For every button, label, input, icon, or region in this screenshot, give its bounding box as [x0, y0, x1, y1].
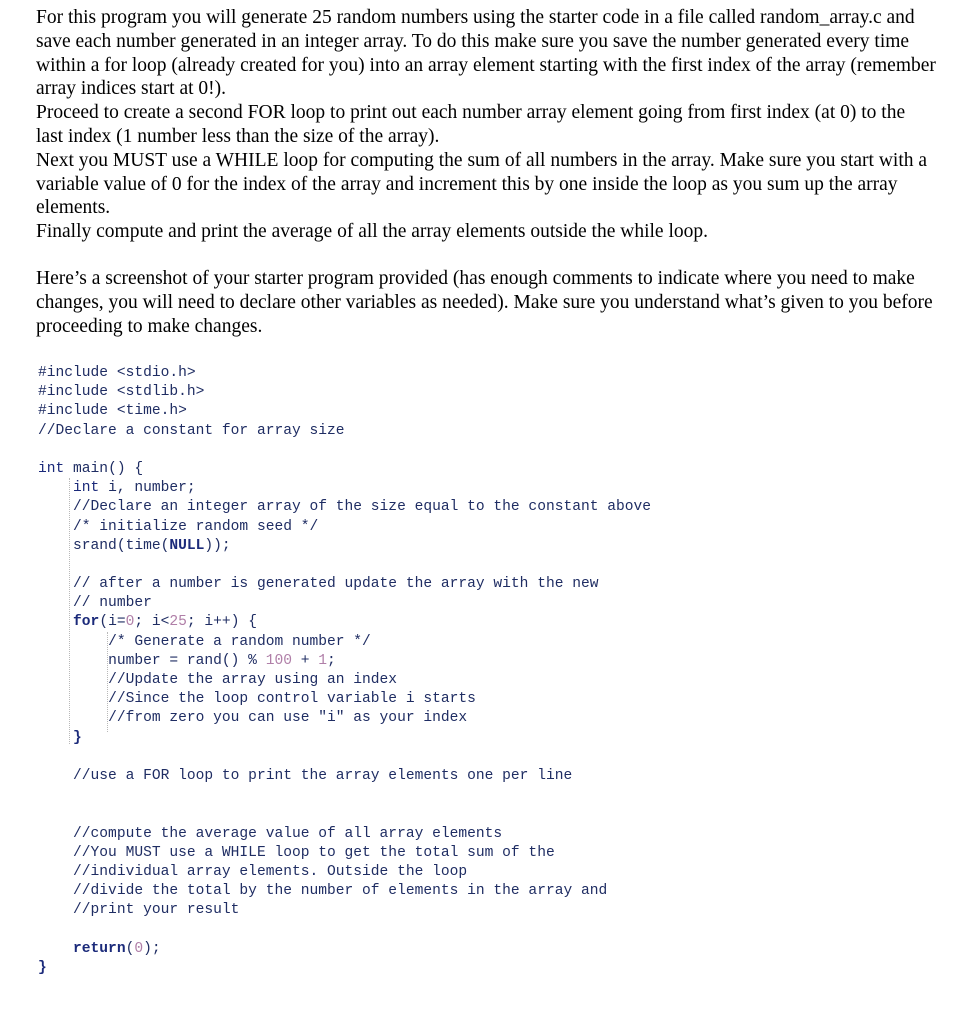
instruction-paragraph-4: Finally compute and print the average of all the array elements outside the while loop. — [36, 221, 708, 243]
code-blank-line — [38, 748, 938, 767]
paragraph-spacer — [36, 244, 936, 267]
code-srand-prefix: srand(time( — [73, 537, 170, 554]
code-close-for: } — [73, 729, 82, 746]
code-comment-seed: /* initialize random seed */ — [73, 518, 319, 535]
instruction-paragraph-5: Here’s a screenshot of your starter program provided (has enough comments to indicate where you need to make changes, you will need to declare other variables as needed). Make sure you understand what’s given to you before proceeding to make changes. — [36, 267, 933, 337]
code-comment-avg-5: //print your result — [73, 902, 240, 919]
code-line — [38, 613, 938, 632]
code-return-part-a: ( — [125, 940, 135, 957]
code-blank-line — [38, 441, 938, 460]
code-line — [38, 537, 938, 556]
code-return-keyword: return — [73, 940, 126, 957]
code-comment-generate: /* Generate a random number */ — [108, 633, 371, 650]
code-for-limit: 25 — [169, 614, 187, 631]
code-include-stdlib: #include <stdlib.h> — [38, 384, 205, 401]
code-comment-avg-1: //compute the average value of all array elements — [73, 825, 503, 842]
instruction-paragraph-2: Proceed to create a second FOR loop to print out each number array element going from first index (at 0) to the last index (1 number less than the size of the array). — [36, 102, 906, 147]
code-rand-part-b: + — [291, 652, 319, 669]
code-decl-keyword: int — [73, 480, 100, 497]
code-line — [38, 882, 938, 901]
code-comment-update: //Update the array using an index — [108, 672, 398, 688]
code-line — [38, 901, 938, 920]
code-srand-suffix: )); — [204, 537, 231, 554]
code-for-part-c: ; i++) { — [186, 614, 257, 631]
code-main-keyword: int — [38, 460, 65, 477]
starter-code-listing — [38, 364, 938, 978]
code-comment-from: //from zero you can use "i" as your index — [108, 710, 468, 727]
code-rand-part-c: ; — [327, 652, 336, 669]
code-blank-line — [38, 556, 938, 575]
code-line — [38, 479, 938, 498]
code-comment-avg-3: //individual array elements. Outside the loop — [73, 863, 468, 880]
code-srand-null: NULL — [169, 537, 205, 554]
code-line — [38, 940, 938, 959]
code-line — [38, 633, 938, 652]
code-line — [38, 594, 938, 613]
code-line — [38, 671, 938, 690]
code-comment-constant: //Declare a constant for array size — [38, 422, 345, 439]
code-blank-line — [38, 786, 938, 805]
code-line — [38, 402, 938, 421]
code-rand-part-a: number = rand() % — [108, 652, 266, 669]
code-line — [38, 383, 938, 402]
code-line — [38, 729, 938, 748]
code-line — [38, 959, 938, 978]
code-comment-since: //Since the loop control variable i starts — [108, 691, 476, 708]
code-line — [38, 575, 938, 594]
code-comment-print: //use a FOR loop to print the array elements one per line — [73, 767, 573, 784]
code-comment-avg-2: //You MUST use a WHILE loop to get the total sum of the — [73, 844, 555, 861]
code-rand-mod: 100 — [265, 652, 292, 669]
code-line — [38, 652, 938, 671]
code-line — [38, 460, 938, 479]
code-close-main: } — [38, 959, 47, 976]
code-line — [38, 498, 938, 517]
code-blank-line — [38, 920, 938, 939]
instruction-paragraph-3: Next you MUST use a WHILE loop for computing the sum of all numbers in the array. Make sure you start with a variable value of 0 for the index of the array and increment this by one inside the loop as you sum up the array elements. — [36, 149, 928, 219]
code-for-part-b: ; i< — [134, 614, 170, 631]
code-line — [38, 690, 938, 709]
code-comment-avg-4: //divide the total by the number of elements in the array and — [73, 883, 608, 900]
instruction-paragraph-1: For this program you will generate 25 random numbers using the starter code in a file called random_array.c and save each number generated in an integer array. To do this make sure you save the number generated every time within a for loop (already created for you) into an array element starting with the first index of the array (remember array indices start at 0!). — [36, 7, 936, 100]
code-line — [38, 518, 938, 537]
code-main-signature: main() { — [64, 460, 144, 477]
code-line — [38, 709, 938, 728]
assignment-instructions — [36, 6, 936, 338]
code-decl-rest: i, number; — [99, 480, 196, 497]
code-for-keyword: for — [73, 614, 100, 631]
code-return-zero: 0 — [134, 940, 144, 957]
code-return-part-b: ); — [143, 940, 161, 957]
code-line — [38, 825, 938, 844]
code-line — [38, 863, 938, 882]
code-comment-after-2: // number — [73, 595, 152, 612]
code-include-stdio: #include <stdio.h> — [38, 365, 196, 381]
code-line — [38, 767, 938, 786]
code-comment-array: //Declare an integer array of the size equal to the constant above — [73, 499, 652, 516]
code-line — [38, 364, 938, 383]
code-line — [38, 844, 938, 863]
code-include-time: #include <time.h> — [38, 403, 187, 420]
code-for-zero: 0 — [125, 614, 135, 631]
code-for-part-a: (i= — [99, 614, 126, 631]
code-line — [38, 422, 938, 441]
code-comment-after-1: // after a number is generated update the array with the new — [73, 576, 599, 593]
code-rand-one: 1 — [318, 652, 328, 669]
code-blank-line — [38, 805, 938, 824]
